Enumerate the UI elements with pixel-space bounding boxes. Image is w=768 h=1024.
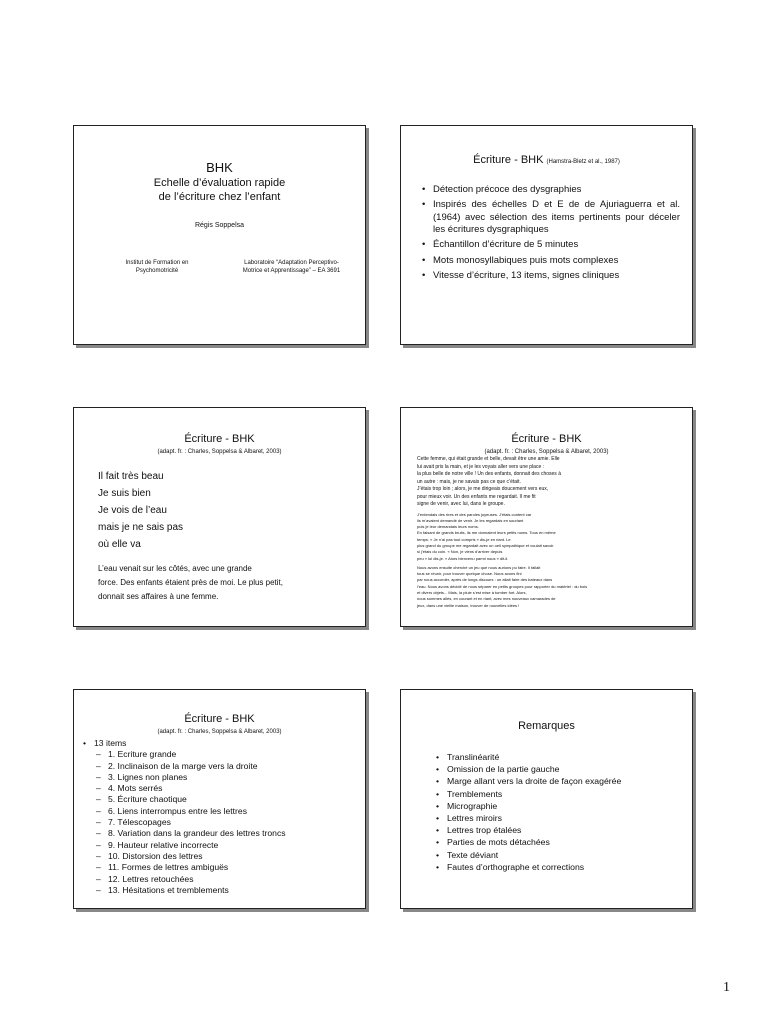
text-line: signe de venir, avec lui, dans le groupe. [417,501,505,507]
list-item: • Lettres trop étalées [447,824,682,836]
list-item: • Inspirés des échelles D et E de de Ajuriaguerra et al. (1964) avec sélection des items pertinents pour déceler les écritures dysgraphiques [433,199,680,236]
list-item: • Marge allant vers la droite de façon exagérée [447,775,682,787]
text-line: tous se réunir, pour trouver quelque chose. Nous avons fini [417,571,522,577]
sub-item: – 13. Hésitations et tremblements [108,885,359,896]
list-item: • Tremblements [447,788,682,800]
list-item: • Lettres miroirs [447,812,682,824]
sub-item: – 3. Lignes non planes [108,772,359,783]
list-item: • Mots monosyllabiques puis mots complexes [433,255,680,267]
slide-ecriture-bhk-text [400,407,693,627]
affiliation-line: Laboratoire “Adaptation Perceptivo- [244,260,339,266]
slide-ecriture-bhk-overview [400,125,693,345]
subtitle-line: Echelle d’évaluation rapide [153,177,286,189]
text-line: pour mieux voir. Un des enfants me regardait. Il me fit [417,493,536,500]
sub-item: – 11. Formes de lettres ambiguës [108,862,359,873]
affiliation-line: Psychomotricité [135,268,179,275]
slide-heading-text: Écriture - BHK [473,154,544,166]
text-line: En faisant de grands bruits, ils me donnaient leurs petits noms. Tous en même [417,530,556,536]
source-note: (adapt. fr. : Charles, Soppelsa & Albaret, 2003) [157,449,282,455]
list-item: • Fautes d’orthographe et corrections [447,861,682,873]
slide-heading: Écriture - BHK [184,713,255,725]
text-line: ils m’avaient demandé de venir. Je les regardais en souriant [417,517,524,523]
text-line: si j’étais du coin. « Non, je viens d’arriver depuis [417,549,503,555]
slide-ecriture-bhk-sample [73,407,366,627]
text-line: peu » lui dis-je. « Alors bienvenu parmi nous » dit-il. [417,555,509,561]
slide-heading [401,154,692,166]
sub-item: – 6. Liens interrompus entre les lettres [108,806,359,817]
text-line: par nous accorder, après de longs discours : on allait faire des bateaux dans [417,577,553,583]
sub-item: – 1. Ecriture grande [108,749,359,760]
text-line: J’étais trop loin ; alors, je me dirigeais doucement vers eux, [417,486,549,492]
list-item: • Parties de mots détachées [447,836,682,848]
paragraph-line: donnait ses affaires à une femme. [98,592,219,601]
text-line: Cette femme, qui était grande et belle, devait être une amie. Elle [417,456,560,462]
sub-item: – 10. Distorsion des lettres [108,851,359,862]
sample-line: mais je ne sais pas [98,522,184,533]
slide-title [73,125,366,345]
sample-lines [98,468,183,553]
text-block [417,456,680,509]
sub-item: – 9. Hauteur relative incorrecte [108,840,359,851]
text-line: jeux, dans une vieille maison, trouver de nouvelles idées ! [417,602,520,608]
sub-item: – 2. Inclinaison de la marge vers la droite [108,761,359,772]
list-item: • Texte déviant [447,849,682,861]
page-number: 1 [723,980,730,995]
subtitle-line: de l’écriture chez l’enfant [158,191,281,204]
affiliation-institute [102,259,212,276]
sub-item: – 8. Variation dans la grandeur des lettres troncs [108,828,359,839]
paragraph-line: L’eau venait sur les côtés, avec une grande [98,564,252,573]
list-item-label: 13 items [94,738,127,748]
sub-item: – 7. Télescopages [108,817,359,828]
bullet-list [425,751,682,873]
source-note: (adapt. fr. : Charles, Soppelsa & Albaret, 2003) [157,729,282,735]
slide-heading: Écriture - BHK [184,433,255,445]
list-item: • Micrographie [447,800,682,812]
text-line: nous sommes allés, en courant et en riant, avec mes nouveaux camarades de [417,596,556,602]
sample-line: Il fait très beau [98,471,164,482]
citation: (Hamstra-Bletz et al., 1987) [546,159,620,165]
affiliation-laboratory [224,259,359,276]
text-block [417,512,680,562]
text-line: un autre : mais, je ne savais pas ce que c’était. [417,478,521,485]
source-note: (adapt. fr. : Charles, Soppelsa & Albaret, 2003) [484,449,609,455]
sub-list [94,749,359,896]
text-line: lui avait pris la main, et je les voyais aller vers une place : [417,463,545,470]
slide-ecriture-bhk-items [73,689,366,909]
slide-heading: Remarques [518,720,575,732]
bullet-list [80,738,359,896]
text-block [417,565,680,609]
author: Régis Soppelsa [194,222,245,229]
text-line: la plus belle de notre ville ! Un des enfants, donnait des choses à [417,471,561,477]
sample-line: Je suis bien [98,488,151,499]
list-item: • Vitesse d’écriture, 13 items, signes cliniques [433,270,680,282]
text-line: puis je leur demandais leurs noms. [417,524,479,530]
slide-title-heading: BHK [206,160,233,175]
list-item [94,738,359,896]
slide-subtitle [74,176,365,205]
text-line: temps. « Je n’ai pas tout compris » dis-je en riant. Le [417,536,511,542]
text-line: Nous avons ensuite cherché un jeu que nous aurions pu faire. Il fallait [417,564,541,570]
sub-item: – 4. Mots serrés [108,783,359,794]
text-line: l’eau. Nous avons décidé de nous séparer en petits groupes pour rapporter du matériel : du bois [417,583,588,589]
paragraph-line: force. Des enfants étaient près de moi. Le plus petit, [98,578,283,587]
sub-item: – 5. Écriture chaotique [108,794,359,805]
list-item: • Translinéarité [447,751,682,763]
list-item: • Échantillon d’écriture de 5 minutes [433,239,680,251]
slide-heading: Écriture - BHK [511,433,582,445]
sample-line: où elle va [98,539,141,550]
sub-item: – 12. Lettres retouchées [108,874,359,885]
items-list [80,738,359,896]
slide-remarques [400,689,693,909]
affiliation-line: Institut de Formation en [125,260,189,266]
sample-text [417,456,680,612]
text-line: et divers objets... Mais, la pluie s’est mise à tomber fort. Alors, [417,590,527,596]
sample-line: Je vois de l’eau [98,505,167,516]
sample-paragraph [98,562,355,604]
list-item: • Omission de la partie gauche [447,763,682,775]
affiliation-line: Motrice et Apprentissage” – EA 3691 [242,268,341,275]
list-item: • Détection précoce des dysgraphies [433,184,680,196]
text-line: J’entendais des rires et des paroles joyeuses. J’étais content car [417,511,532,517]
bullet-list [411,184,680,285]
text-line: plus grand du groupe me regardait avec un oeil sympathique et voulait savoir [417,542,554,548]
